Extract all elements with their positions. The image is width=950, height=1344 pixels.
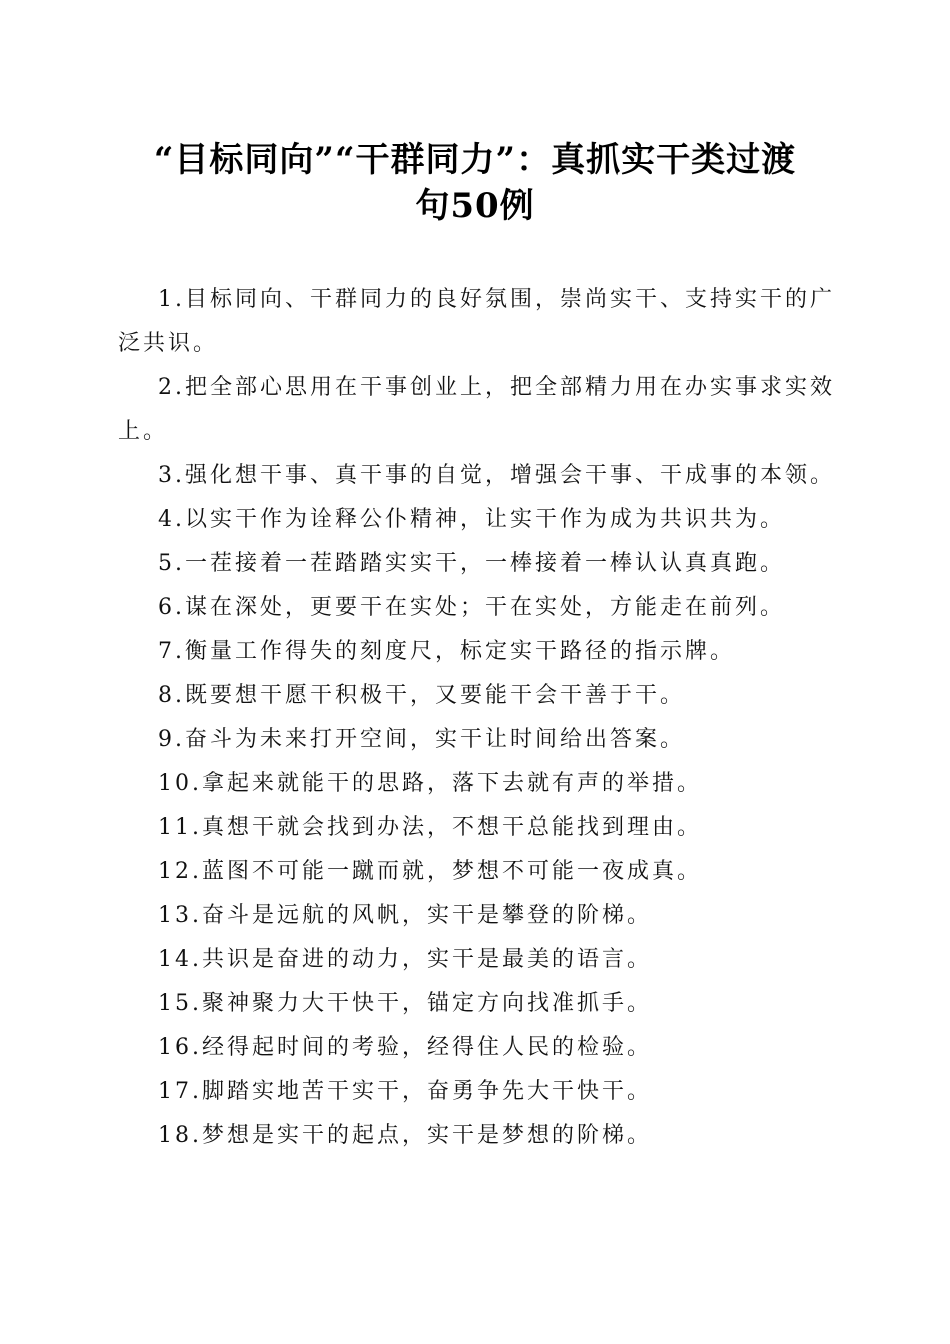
list-item: 18.梦想是实干的起点，实干是梦想的阶梯。 <box>158 1123 652 1148</box>
list-item: 14.共识是奋进的动力，实干是最美的语言。 <box>158 947 652 972</box>
document-title <box>100 137 850 229</box>
list-item: 8.既要想干愿干积极干，又要能干会干善于干。 <box>158 683 685 708</box>
title-line-1: “目标同向”“干群同力”：真抓实干类过渡 <box>153 140 797 180</box>
list-item: 2.把全部心思用在干事创业上，把全部精力用在办实事求实效上。 <box>118 375 835 444</box>
list-item: 7.衡量工作得失的刻度尺，标定实干路径的指示牌。 <box>158 639 735 664</box>
list-item: 5.一茬接着一茬踏踏实实干，一棒接着一棒认认真真跑。 <box>158 551 785 576</box>
list-item: 11.真想干就会找到办法，不想干总能找到理由。 <box>158 815 702 840</box>
list-item: 13.奋斗是远航的风帆，实干是攀登的阶梯。 <box>158 903 652 928</box>
title-line-2: 句50例 <box>415 186 535 226</box>
list-item: 12.蓝图不可能一蹴而就，梦想不可能一夜成真。 <box>158 859 702 884</box>
list-item: 1.目标同向、干群同力的良好氛围，崇尚实干、支持实干的广泛共识。 <box>118 287 835 356</box>
list-item: 9.奋斗为未来打开空间，实干让时间给出答案。 <box>158 727 685 752</box>
list-item: 15.聚神聚力大干快干，锚定方向找准抓手。 <box>158 991 652 1016</box>
document-body <box>118 278 838 1158</box>
list-item: 10.拿起来就能干的思路，落下去就有声的举措。 <box>158 771 702 796</box>
list-item: 3.强化想干事、真干事的自觉，增强会干事、干成事的本领。 <box>158 463 835 488</box>
list-item: 17.脚踏实地苦干实干，奋勇争先大干快干。 <box>158 1079 652 1104</box>
list-item: 6.谋在深处，更要干在实处；干在实处，方能走在前列。 <box>158 595 785 620</box>
list-item: 16.经得起时间的考验，经得住人民的检验。 <box>158 1035 652 1060</box>
list-item: 4.以实干作为诠释公仆精神，让实干作为成为共识共为。 <box>158 507 785 532</box>
